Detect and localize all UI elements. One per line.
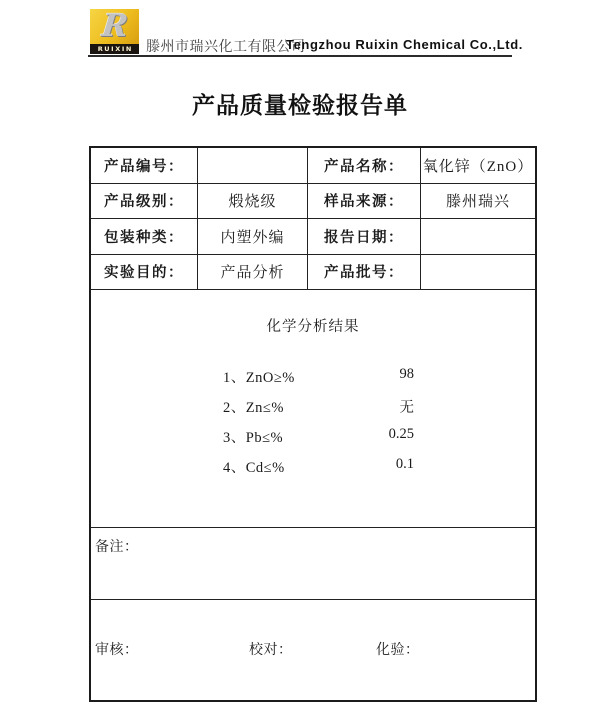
logo-background bbox=[90, 9, 139, 44]
analysis-section bbox=[91, 290, 535, 528]
product-grade-value: 煅烧级 bbox=[198, 184, 308, 220]
product-code-label: 产品编号： bbox=[91, 148, 198, 184]
table-row bbox=[91, 219, 535, 255]
remarks-section bbox=[91, 528, 535, 600]
header-divider bbox=[88, 55, 512, 57]
analysis-item-zn bbox=[223, 396, 414, 417]
remarks-label: 备注： bbox=[95, 540, 139, 555]
product-name-value: 氧化锌（ZnO） bbox=[421, 148, 535, 184]
table-row bbox=[91, 148, 535, 184]
report-date-value bbox=[421, 219, 535, 255]
logo-brand-text: RUIXIN bbox=[90, 44, 139, 54]
company-name-cn: 滕州市瑞兴化工有限公司 bbox=[146, 40, 306, 55]
test-purpose-value: 产品分析 bbox=[198, 255, 308, 291]
analysis-heading: 化学分析结果 bbox=[266, 319, 360, 335]
analysis-item-pb bbox=[223, 426, 414, 447]
analysis-item-value: 0.25 bbox=[388, 426, 414, 442]
test-purpose-label: 实验目的： bbox=[91, 255, 198, 291]
batch-number-label: 产品批号： bbox=[308, 255, 421, 291]
packaging-type-value: 内塑外编 bbox=[198, 219, 308, 255]
analysis-item-label: 1、ZnO≥% bbox=[223, 370, 295, 386]
report-title: 产品质量检验报告单 bbox=[192, 92, 408, 118]
analysis-item-value: 98 bbox=[399, 366, 414, 382]
batch-number-value bbox=[421, 255, 535, 291]
report-date-label: 报告日期： bbox=[308, 219, 421, 255]
analysis-item-zno bbox=[223, 366, 414, 387]
signature-section bbox=[91, 600, 535, 700]
product-code-value bbox=[198, 148, 308, 184]
sample-source-label: 样品来源： bbox=[308, 184, 421, 220]
product-grade-label: 产品级别： bbox=[91, 184, 198, 220]
table-row bbox=[91, 184, 535, 220]
company-logo bbox=[90, 9, 139, 54]
test-signature-label: 化验： bbox=[376, 643, 420, 658]
company-name-en: Tengzhou Ruixin Chemical Co.,Ltd. bbox=[286, 37, 523, 52]
product-name-label: 产品名称： bbox=[308, 148, 421, 184]
proofread-signature-label: 校对： bbox=[249, 643, 293, 658]
analysis-item-label: 2、Zn≤% bbox=[223, 400, 284, 416]
analysis-item-label: 4、Cd≤% bbox=[223, 460, 285, 476]
report-table bbox=[89, 146, 537, 702]
analysis-item-value: 0.1 bbox=[395, 456, 414, 472]
packaging-type-label: 包装种类： bbox=[91, 219, 198, 255]
analysis-item-label: 3、Pb≤% bbox=[223, 430, 284, 446]
sample-source-value: 滕州瑞兴 bbox=[421, 184, 535, 220]
analysis-item-value: 无 bbox=[399, 400, 414, 416]
form-rows bbox=[91, 148, 535, 290]
analysis-item-cd bbox=[223, 456, 414, 477]
review-signature-label: 审核： bbox=[95, 643, 139, 658]
table-row bbox=[91, 255, 535, 291]
logo-r-glyph: R bbox=[99, 8, 130, 44]
